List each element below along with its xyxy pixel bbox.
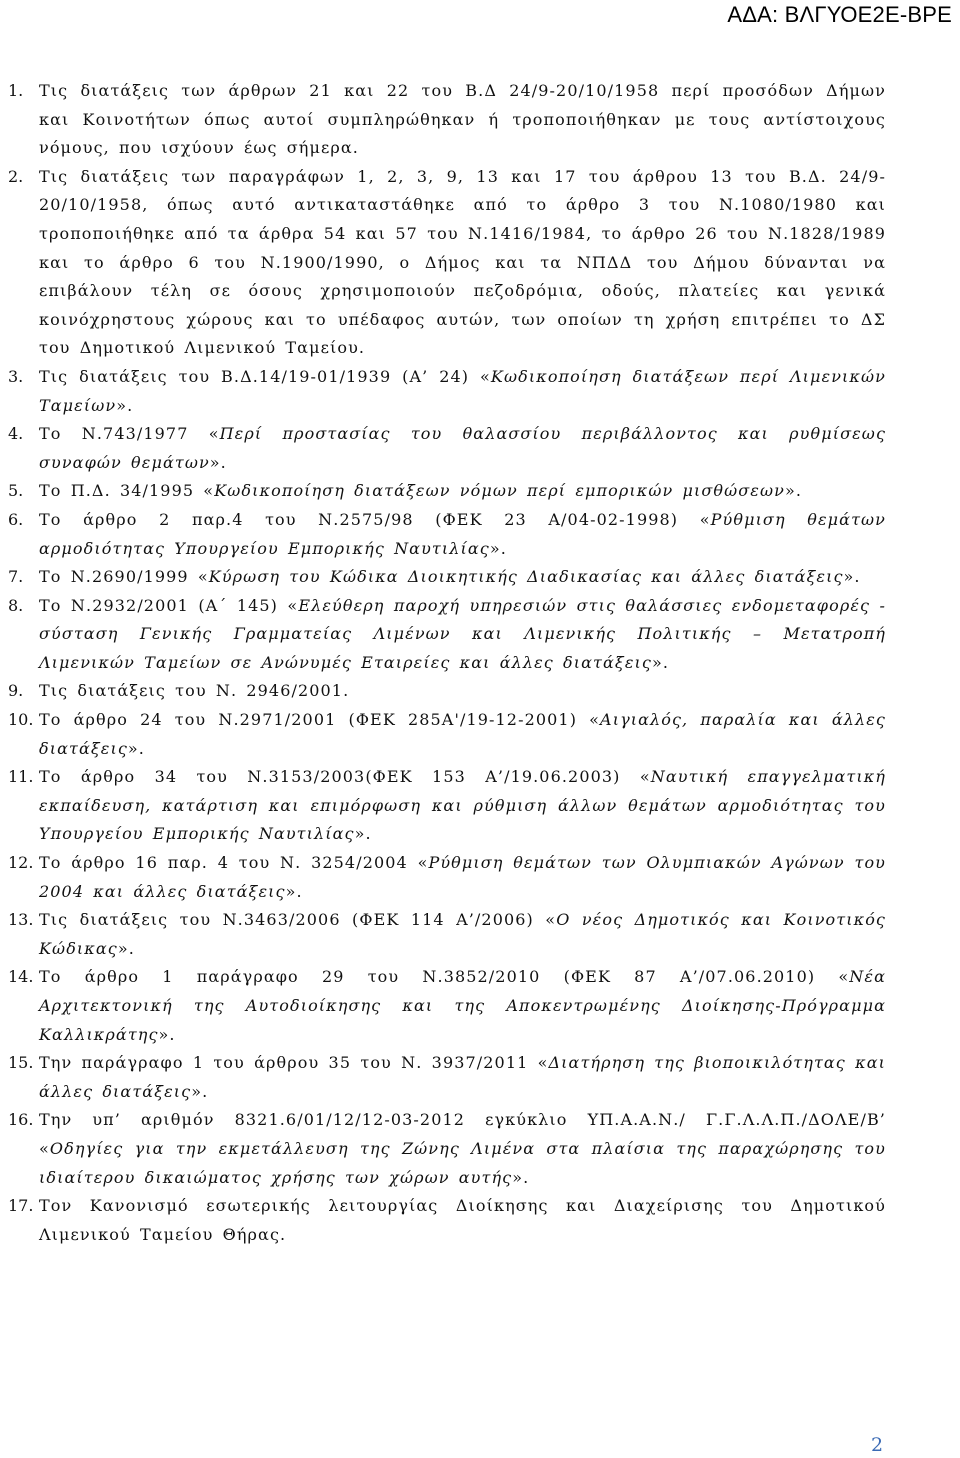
item-text: Τις διατάξεις των άρθρων 21 και 22 του Β.Δ 24/9-20/10/1958 περί προσόδων Δήμων και Κοινοτήτων όπως αυτοί συμπληρώθηκαν ή τροποποιήθηκαν με τους αντίστοιχους νόμους, που ισχύουν έως σήμερα. bbox=[39, 81, 886, 158]
item-text: Το άρθρο 24 του Ν.2971/2001 (ΦΕΚ 285Α'/19-12-2001) «Αιγιαλός, παραλία και άλλες διατάξεις». bbox=[39, 710, 886, 758]
item-text: Τις διατάξεις του Ν. 2946/2001. bbox=[39, 681, 350, 701]
ada-code: ΑΔΑ: ΒΛΓΥΟΕ2Ε-ΒΡΕ bbox=[727, 2, 952, 27]
list-item bbox=[8, 849, 886, 906]
list-item bbox=[8, 677, 886, 706]
item-text: Το άρθρο 34 του Ν.3153/2003(ΦΕΚ 153 Α’/19.06.2003) «Ναυτική επαγγελματική εκπαίδευση, κατάρτιση και επιμόρφωση και ρύθμιση άλλων θεμάτων αρμοδιότητας του Υπουργείου Εμπορικής Ναυτιλίας». bbox=[39, 767, 886, 844]
list-item bbox=[8, 763, 886, 849]
item-number: 13. bbox=[8, 910, 34, 930]
list-item bbox=[8, 1106, 886, 1192]
list-item bbox=[8, 77, 886, 163]
item-text: Τις διατάξεις του Ν.3463/2006 (ΦΕΚ 114 Α’/2006) «Ο νέος Δημοτικός και Κοινοτικός Κώδικας». bbox=[39, 910, 886, 958]
item-text: Το άρθρο 16 παρ. 4 του Ν. 3254/2004 «Ρύθμιση θεμάτων των Ολυμπιακών Αγώνων του 2004 και άλλες διατάξεις». bbox=[39, 853, 887, 901]
list-item bbox=[8, 163, 886, 363]
item-text: Τον Κανονισμό εσωτερικής λειτουργίας Διοίκησης και Διαχείρισης του Δημοτικού Λιμενικού Ταμείου Θήρας. bbox=[39, 1196, 886, 1244]
item-text: Το Ν.2690/1999 «Κύρωση του Κώδικα Διοικητικής Διαδικασίας και άλλες διατάξεις». bbox=[39, 567, 861, 587]
item-number: 17. bbox=[8, 1196, 34, 1216]
item-number: 14. bbox=[8, 967, 34, 987]
list-item bbox=[8, 706, 886, 763]
item-text: Το άρθρο 2 παρ.4 του Ν.2575/98 (ΦΕΚ 23 Α/04-02-1998) «Ρύθμιση θεμάτων αρμοδιότητας Υπουργείου Εμπορικής Ναυτιλίας». bbox=[39, 509, 886, 558]
item-number: 5. bbox=[8, 481, 24, 501]
list-item bbox=[8, 420, 886, 477]
page-number: 2 bbox=[871, 1434, 884, 1456]
list-item bbox=[8, 563, 886, 592]
list-item bbox=[8, 592, 886, 678]
list-item bbox=[8, 477, 886, 506]
item-number: 16. bbox=[8, 1110, 34, 1130]
item-number: 9. bbox=[8, 681, 24, 701]
list-item bbox=[8, 1049, 886, 1106]
item-number: 3. bbox=[8, 366, 24, 386]
item-number: 8. bbox=[8, 595, 24, 615]
item-text: Το άρθρο 1 παράγραφο 29 του Ν.3852/2010 (ΦΕΚ 87 Α’/07.06.2010) «Νέα Αρχιτεκτονική της Αυτοδιοίκησης και της Αποκεντρωμένης Διοίκησης-Πρόγραμμα Καλλικράτης». bbox=[39, 967, 886, 1044]
item-text: Την παράγραφο 1 του άρθρου 35 του Ν. 3937/2011 «Διατήρηση της βιοποικιλότητας και άλλες διατάξεις». bbox=[39, 1053, 886, 1101]
item-number: 10. bbox=[8, 710, 34, 730]
list-item bbox=[8, 906, 886, 963]
list-item bbox=[8, 506, 886, 563]
item-number: 6. bbox=[8, 509, 24, 529]
item-text: Το Ν.743/1977 «Περί προστασίας του θαλασσίου περιβάλλοντος και ρυθμίσεως συναφών θεμάτων». bbox=[39, 424, 887, 472]
item-number: 1. bbox=[8, 81, 24, 100]
list-item bbox=[8, 1192, 886, 1249]
item-number: 15. bbox=[8, 1053, 34, 1073]
item-text: Τις διατάξεις του Β.Δ.14/19-01/1939 (Α’ 24) «Κωδικοποίηση διατάξεων περί Λιμενικών Ταμείων». bbox=[39, 366, 886, 415]
item-number: 2. bbox=[8, 166, 24, 186]
legal-basis-list bbox=[8, 77, 886, 1249]
item-number: 12. bbox=[8, 853, 34, 873]
list-item bbox=[8, 963, 886, 1049]
item-text: Τις διατάξεις των παραγράφων 1, 2, 3, 9, 13 και 17 του άρθρου 13 του Β.Δ. 24/9-20/10/1958, όπως αυτό αντικαταστάθηκε από το άρθρο 3 του Ν.1080/1980 και τροποποιήθηκε από τα άρθρα 54 και 57 του Ν.1416/1984, το άρθρο 26 του Ν.1828/1989 και το άρθρο 6 του Ν.1900/1990, ο Δήμος και τα ΝΠΔΔ του Δήμου δύνανται να επιβάλουν τέλη σε όσους χρησιμοποιούν πεζοδρόμια, οδούς, πλατείες και γενικά κοινόχρηστους χώρους και το υπέδαφος αυτών, των οποίων τη χρήση επιτρέπει το ΔΣ του Δημοτικού Λιμενικού Ταμείου. bbox=[39, 166, 886, 358]
item-number: 11. bbox=[8, 767, 34, 787]
item-text: Την υπ’ αριθμόν 8321.6/01/12/12-03-2012 εγκύκλιο ΥΠ.Α.Α.Ν./ Γ.Γ.Λ.Λ.Π./ΔΟΛΕ/Β’ «Οδηγίες για την εκμετάλλευση της Ζώνης Λιμένα στα πλαίσια της παραχώρησης του ιδιαίτερου δικαιώματος χρήσης των χώρων αυτής». bbox=[39, 1110, 886, 1187]
item-number: 4. bbox=[8, 424, 24, 444]
item-number: 7. bbox=[8, 567, 24, 587]
list-item bbox=[8, 363, 886, 420]
item-text: Το Π.Δ. 34/1995 «Κωδικοποίηση διατάξεων νόμων περί εμπορικών μισθώσεων». bbox=[39, 481, 803, 501]
item-text: Το Ν.2932/2001 (Α΄ 145) «Ελεύθερη παροχή υπηρεσιών στις θαλάσσιες ενδομεταφορές - σύσταση Γενικής Γραμματείας Λιμένων και Λιμενικής Πολιτικής – Μετατροπή Λιμενικών Ταμείων σε Ανώνυμές Εταιρείες και άλλες διατάξεις». bbox=[39, 595, 886, 672]
